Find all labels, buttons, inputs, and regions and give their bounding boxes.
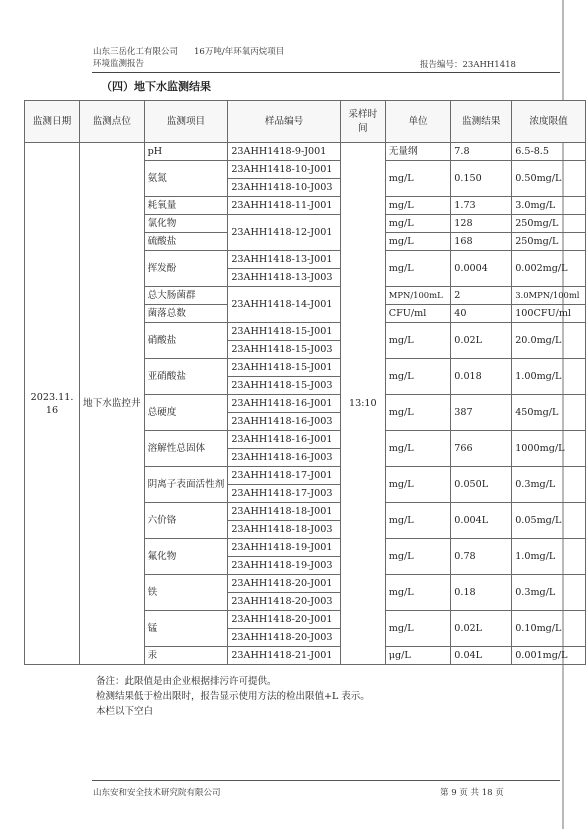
limit-cell: 1000mg/L [512,431,586,467]
unit-cell: mg/L [385,251,451,287]
col-header-unit: 单位 [385,101,451,143]
result-cell: 7.8 [451,143,512,161]
limit-cell: 3.0mg/L [512,197,586,215]
result-cell: 0.0004 [451,251,512,287]
limit-cell: 0.001mg/L [512,647,586,665]
result-cell: 0.018 [451,359,512,395]
unit-cell: mg/L [385,503,451,539]
result-cell: 0.02L [451,611,512,647]
note-detection-limit: 检测结果低于检出限时，报告显示使用方法的检出限值+L 表示。 [96,691,370,702]
limit-cell: 1.0mg/L [512,539,586,575]
limit-cell: 1.00mg/L [512,359,586,395]
unit-cell: 无量纲 [385,143,451,161]
item-cell: 氨氮 [144,161,228,197]
limit-cell: 0.05mg/L [512,503,586,539]
sample-cell: 23AHH1418-15-J001 [228,359,341,377]
col-header-sample-time: 采样时间 [340,101,385,143]
limit-cell: 250mg/L [512,215,586,233]
unit-cell: mg/L [385,395,451,431]
result-cell: 0.78 [451,539,512,575]
unit-cell: mg/L [385,467,451,503]
company-name: 山东三岳化工有限公司 [93,47,179,57]
sample-cell: 23AHH1418-20-J003 [228,629,341,647]
item-cell: 挥发酚 [144,251,228,287]
item-cell: 亚硝酸盐 [144,359,228,395]
unit-cell: mg/L [385,197,451,215]
limit-cell: 250mg/L [512,233,586,251]
footer-divider [92,780,560,781]
page-number: 第 9 页 共 18 页 [440,788,504,798]
result-cell: 168 [451,233,512,251]
item-cell: 总硬度 [144,395,228,431]
limit-cell: 0.002mg/L [512,251,586,287]
item-cell: 总大肠菌群 [144,287,228,305]
sample-cell: 23AHH1418-15-J003 [228,377,341,395]
note-remark: 备注：此限值是由企业根据排污许可提供。 [96,676,277,687]
sample-cell: 23AHH1418-16-J003 [228,413,341,431]
limit-cell: 450mg/L [512,395,586,431]
item-cell: 硫酸盐 [144,233,228,251]
col-header-location: 监测点位 [80,101,145,143]
col-header-sample-no: 样品编号 [228,101,341,143]
item-cell: 氯化物 [144,215,228,233]
result-cell: 0.050L [451,467,512,503]
col-header-item: 监测项目 [144,101,228,143]
item-cell: 耗氧量 [144,197,228,215]
unit-cell: mg/L [385,233,451,251]
sample-cell: 23AHH1418-20-J001 [228,611,341,629]
unit-cell: mg/L [385,431,451,467]
notes [96,674,370,719]
sample-cell: 23AHH1418-9-J001 [228,143,341,161]
sample-cell: 23AHH1418-16-J001 [228,431,341,449]
item-cell: 菌落总数 [144,305,228,323]
sample-cell: 23AHH1418-12-J001 [228,215,341,251]
col-header-limit: 浓度限值 [512,101,586,143]
sample-cell: 23AHH1418-17-J003 [228,485,341,503]
table-row [25,143,586,161]
result-cell: 128 [451,215,512,233]
location-cell: 地下水监控井 [80,143,145,665]
sample-cell: 23AHH1418-18-J003 [228,521,341,539]
item-cell: 溶解性总固体 [144,431,228,467]
sample-cell: 23AHH1418-15-J001 [228,323,341,341]
limit-cell: 100CFU/ml [512,305,586,323]
unit-cell: MPN/100mL [385,287,451,305]
report-number: 报告编号：23AHH1418 [420,60,516,70]
result-cell: 0.02L [451,323,512,359]
sample-cell: 23AHH1418-14-J001 [228,287,341,323]
item-cell: 汞 [144,647,228,665]
col-header-date: 监测日期 [25,101,80,143]
sample-cell: 23AHH1418-20-J003 [228,593,341,611]
result-cell: 40 [451,305,512,323]
result-cell: 1.73 [451,197,512,215]
footer-org: 山东安和安全技术研究院有限公司 [93,788,221,798]
table-header-row [25,101,586,143]
result-cell: 0.150 [451,161,512,197]
sample-cell: 23AHH1418-20-J001 [228,575,341,593]
sample-cell: 23AHH1418-16-J001 [228,395,341,413]
sample-cell: 23AHH1418-13-J003 [228,269,341,287]
unit-cell: mg/L [385,575,451,611]
sample-cell: 23AHH1418-11-J001 [228,197,341,215]
result-cell: 2 [451,287,512,305]
limit-cell: 0.50mg/L [512,161,586,197]
sample-cell: 23AHH1418-13-J001 [228,251,341,269]
limit-cell: 0.3mg/L [512,575,586,611]
limit-cell: 0.3mg/L [512,467,586,503]
note-blank: 本栏以下空白 [96,706,154,717]
sample-cell: 23AHH1418-18-J001 [228,503,341,521]
item-cell: 六价铬 [144,503,228,539]
groundwater-results-table [24,100,586,665]
unit-cell: mg/L [385,161,451,197]
limit-cell: 20.0mg/L [512,323,586,359]
limit-cell: 0.10mg/L [512,611,586,647]
unit-cell: mg/L [385,359,451,395]
report-header [93,46,284,70]
sample-cell: 23AHH1418-16-J003 [228,449,341,467]
sample-cell: 23AHH1418-15-J003 [228,341,341,359]
unit-cell: mg/L [385,323,451,359]
unit-cell: CFU/ml [385,305,451,323]
unit-cell: mg/L [385,611,451,647]
item-cell: pH [144,143,228,161]
result-cell: 0.004L [451,503,512,539]
item-cell: 氟化物 [144,539,228,575]
limit-cell: 6.5-8.5 [512,143,586,161]
col-header-result: 监测结果 [451,101,512,143]
report-type: 环境监测报告 [93,59,145,69]
item-cell: 锰 [144,611,228,647]
date-cell: 2023.11.16 [25,143,80,665]
project-name: 16万吨/年环氧丙烷项目 [194,47,285,57]
sample-cell: 23AHH1418-17-J001 [228,467,341,485]
sample-cell: 23AHH1418-10-J003 [228,179,341,197]
item-cell: 阴离子表面活性剂 [144,467,228,503]
header-divider [92,72,560,73]
unit-cell: mg/L [385,539,451,575]
sample-cell: 23AHH1418-19-J003 [228,557,341,575]
result-cell: 387 [451,395,512,431]
sample-time-cell: 13:10 [340,143,385,665]
item-cell: 硝酸盐 [144,323,228,359]
section-title: （四）地下水监测结果 [101,80,211,93]
sample-cell: 23AHH1418-10-J001 [228,161,341,179]
unit-cell: μg/L [385,647,451,665]
result-cell: 0.04L [451,647,512,665]
result-cell: 766 [451,431,512,467]
item-cell: 铁 [144,575,228,611]
sample-cell: 23AHH1418-19-J001 [228,539,341,557]
result-cell: 0.18 [451,575,512,611]
unit-cell: mg/L [385,215,451,233]
sample-cell: 23AHH1418-21-J001 [228,647,341,665]
limit-cell: 3.0MPN/100ml [512,287,586,305]
